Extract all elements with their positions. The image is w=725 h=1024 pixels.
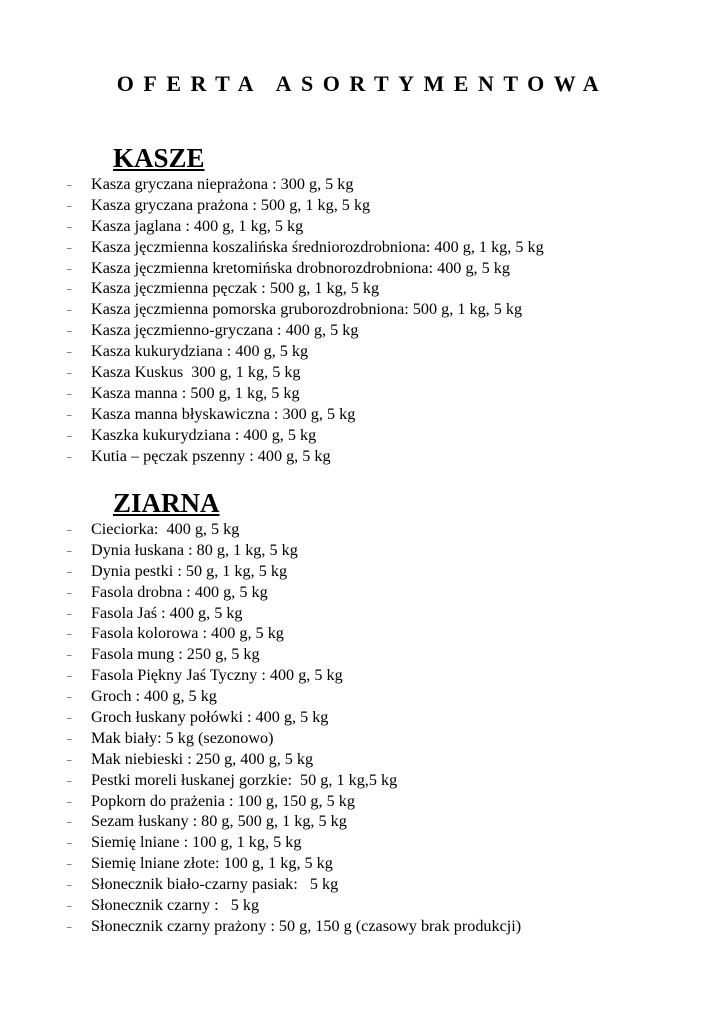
list-item <box>0 874 725 895</box>
list-item-text: Fasola kolorowa : 400 g, 5 kg <box>91 624 284 643</box>
dash-bullet-icon: – <box>67 305 72 316</box>
list-item-text: Kasza gryczana prażona : 500 g, 1 kg, 5 kg <box>91 195 371 214</box>
list-item-text: Groch łuskany połówki : 400 g, 5 kg <box>91 708 329 727</box>
dash-bullet-icon: – <box>67 880 72 891</box>
list-item-text: Kasza gryczana nieprażona : 300 g, 5 kg <box>91 175 354 193</box>
list-item-text: Kasza jaglana : 400 g, 1 kg, 5 kg <box>91 216 304 235</box>
list-item-text: Pestki moreli łuskanej gorzkie: 50 g, 1 kg,5 kg <box>91 770 398 789</box>
list-item-text: Mak biały: 5 kg (sezonowo) <box>91 728 274 747</box>
page-title: OFERTA ASORTYMENTOWA <box>116 71 609 96</box>
list-item-text: Kasza jęczmienna pomorska gruborozdrobniona: 500 g, 1 kg, 5 kg <box>91 300 523 319</box>
list-item <box>0 582 725 603</box>
list-item-text: Słonecznik biało-czarny pasiak: 5 kg <box>91 875 339 894</box>
dash-bullet-icon: – <box>67 713 72 724</box>
dash-bullet-icon: – <box>67 242 72 253</box>
dash-bullet-icon: – <box>67 525 72 535</box>
list-item <box>0 811 725 832</box>
dash-bullet-icon: – <box>67 838 72 849</box>
list-item-text: Groch : 400 g, 5 kg <box>91 687 217 706</box>
list-item <box>0 561 725 582</box>
list-item <box>0 623 725 644</box>
dash-bullet-icon: – <box>67 901 72 912</box>
dash-bullet-icon: – <box>67 180 72 190</box>
list-item <box>0 540 725 561</box>
dash-bullet-icon: – <box>67 671 72 682</box>
list-item <box>0 832 725 853</box>
list-item <box>0 853 725 874</box>
dash-bullet-icon: – <box>67 775 72 786</box>
list-item <box>0 519 725 540</box>
dash-bullet-icon: – <box>67 587 72 598</box>
list-item <box>0 341 725 362</box>
dash-bullet-icon: – <box>67 650 72 661</box>
list-item-text: Kasza jęczmienna pęczak : 500 g, 1 kg, 5 kg <box>91 279 380 298</box>
list-item <box>0 404 725 425</box>
dash-bullet-icon: – <box>67 796 72 807</box>
list-item <box>0 362 725 383</box>
list-item-text: Fasola mung : 250 g, 5 kg <box>91 645 260 664</box>
dash-bullet-icon: – <box>67 545 72 556</box>
dash-bullet-icon: – <box>67 409 72 420</box>
list-item <box>0 446 725 467</box>
list-item-text: Kasza jęczmienna koszalińska średniorozdrobniona: 400 g, 1 kg, 5 kg <box>91 237 544 256</box>
list-item-text: Dynia łuskana : 80 g, 1 kg, 5 kg <box>91 540 298 559</box>
dash-bullet-icon: – <box>67 608 72 619</box>
list-item <box>0 665 725 686</box>
list-item-text: Kasza jęczmienno-gryczana : 400 g, 5 kg <box>91 321 359 340</box>
list-item-text: Kasza manna błyskawiczna : 300 g, 5 kg <box>91 404 356 423</box>
list-item <box>0 195 725 216</box>
dash-bullet-icon: – <box>67 326 72 337</box>
dash-bullet-icon: – <box>67 200 72 211</box>
list-item-text: Kasza jęczmienna kretomińska drobnorozdrobniona: 400 g, 5 kg <box>91 258 510 277</box>
list-item-text: Fasola Piękny Jaś Tyczny : 400 g, 5 kg <box>91 666 343 685</box>
list-item-text: Fasola Jaś : 400 g, 5 kg <box>91 603 243 622</box>
list-item <box>0 749 725 770</box>
list-item-text: Mak niebieski : 250 g, 400 g, 5 kg <box>91 749 314 768</box>
list-item <box>0 383 725 404</box>
list-item <box>0 686 725 707</box>
section-ziarna <box>0 487 725 937</box>
dash-bullet-icon: – <box>67 629 72 640</box>
list-item-text: Kasza kukurydziana : 400 g, 5 kg <box>91 342 309 361</box>
list-item <box>0 425 725 446</box>
dash-bullet-icon: – <box>67 284 72 295</box>
list-item-text: Popkorn do prażenia : 100 g, 150 g, 5 kg <box>91 791 355 810</box>
list-item <box>0 299 725 320</box>
dash-bullet-icon: – <box>67 451 72 462</box>
list-item <box>0 258 725 279</box>
list-item-text: Kaszka kukurydziana : 400 g, 5 kg <box>91 425 317 444</box>
list-item <box>0 320 725 341</box>
dash-bullet-icon: – <box>67 921 72 932</box>
dash-bullet-icon: – <box>67 754 72 765</box>
section-heading-kasze: KASZE <box>113 143 205 173</box>
section-heading-ziarna: ZIARNA <box>113 488 220 518</box>
dash-bullet-icon: – <box>67 263 72 274</box>
list-item-text: Słonecznik czarny : 5 kg <box>91 896 260 915</box>
list-item <box>0 916 725 937</box>
dash-bullet-icon: – <box>67 817 72 828</box>
list-item-text: Dynia pestki : 50 g, 1 kg, 5 kg <box>91 561 288 580</box>
dash-bullet-icon: – <box>67 388 72 399</box>
list-item <box>0 603 725 624</box>
list-item-text: Kasza Kuskus 300 g, 1 kg, 5 kg <box>91 363 301 382</box>
list-item <box>0 895 725 916</box>
list-item-text: Cieciorka: 400 g, 5 kg <box>91 520 240 538</box>
list-item <box>0 174 725 195</box>
section-kasze <box>0 142 725 466</box>
dash-bullet-icon: – <box>67 692 72 703</box>
list-item <box>0 278 725 299</box>
list-item-text: Sezam łuskany : 80 g, 500 g, 1 kg, 5 kg <box>91 812 347 831</box>
list-item <box>0 644 725 665</box>
list-item-text: Kasza manna : 500 g, 1 kg, 5 kg <box>91 383 300 402</box>
list-item-text: Fasola drobna : 400 g, 5 kg <box>91 582 268 601</box>
dash-bullet-icon: – <box>67 368 72 379</box>
list-item-text: Słonecznik czarny prażony : 50 g, 150 g (czasowy brak produkcji) <box>91 916 522 935</box>
dash-bullet-icon: – <box>67 733 72 744</box>
list-item <box>0 791 725 812</box>
product-list-ziarna <box>0 519 725 937</box>
dash-bullet-icon: – <box>67 859 72 870</box>
dash-bullet-icon: – <box>67 347 72 358</box>
dash-bullet-icon: – <box>67 430 72 441</box>
list-item-text: Kutia – pęczak pszenny : 400 g, 5 kg <box>91 446 331 465</box>
list-item <box>0 707 725 728</box>
list-item <box>0 237 725 258</box>
list-item-text: Siemię lniane : 100 g, 1 kg, 5 kg <box>91 833 302 852</box>
list-item-text: Siemię lniane złote: 100 g, 1 kg, 5 kg <box>91 854 333 873</box>
product-list-kasze <box>0 174 725 466</box>
list-item <box>0 216 725 237</box>
list-item <box>0 728 725 749</box>
dash-bullet-icon: – <box>67 221 72 232</box>
list-item <box>0 770 725 791</box>
dash-bullet-icon: – <box>67 566 72 577</box>
